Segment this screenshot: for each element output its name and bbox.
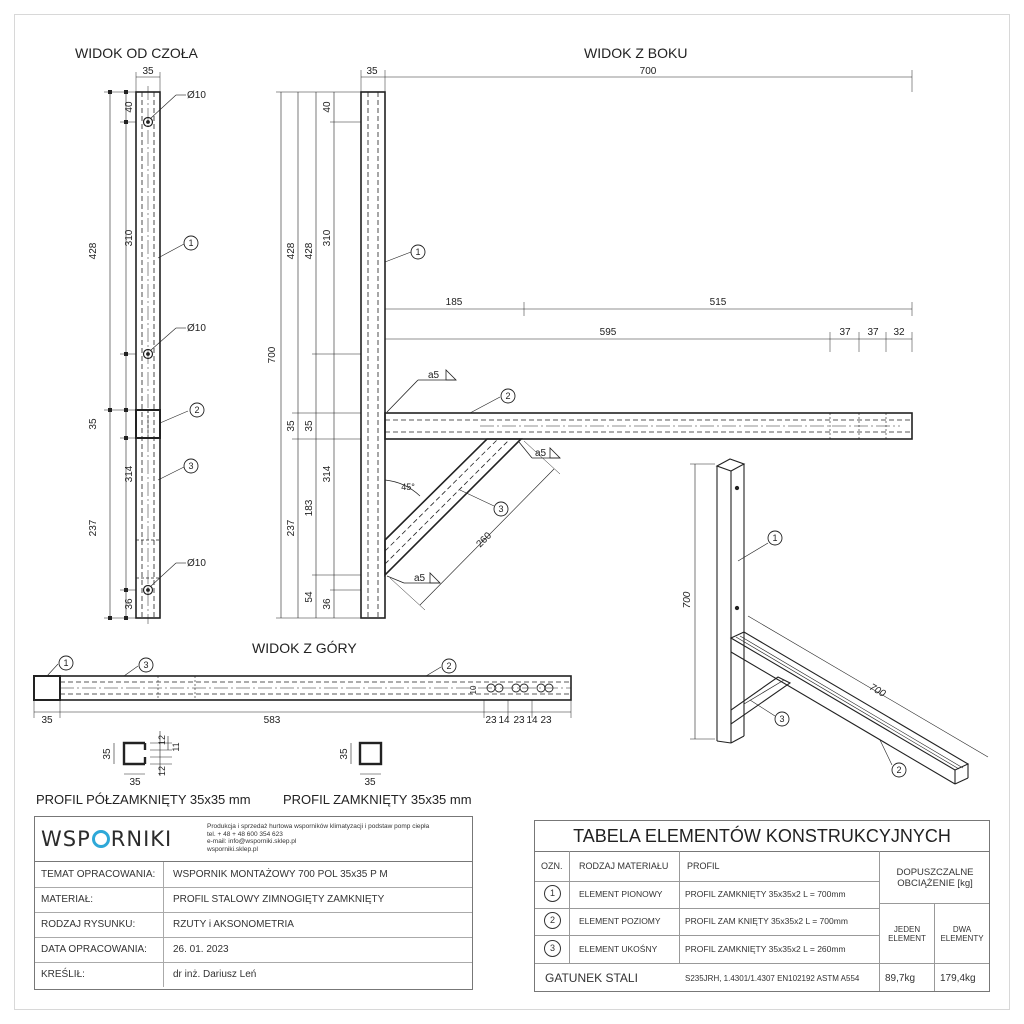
dim-text: 310: [322, 229, 333, 247]
title-block-row: MATERIAŁ: PROFIL STALOWY ZIMNOGIĘTY ZAMKNIĘTY: [35, 887, 472, 913]
dim-text: 35: [304, 420, 315, 432]
row-material: ELEMENT UKOŚNY: [579, 944, 658, 954]
dim-text: 310: [124, 229, 135, 247]
dim-text: 23: [513, 715, 525, 726]
header-two-elements: DWA ELEMENTY: [940, 925, 984, 943]
dim-text: 37: [867, 327, 879, 338]
dim-text: 314: [124, 465, 135, 483]
marker-number: 1: [63, 658, 69, 668]
isometric-view: [690, 459, 988, 784]
top-view: [34, 656, 571, 718]
title-block-row: DATA OPRACOWANIA: 26. 01. 2023: [35, 937, 472, 963]
dim-text: 314: [322, 465, 333, 483]
dim-text: 35: [142, 66, 154, 77]
dim-text: 36: [124, 598, 135, 610]
dim-text: 595: [599, 327, 617, 338]
header-ozn: OZN.: [541, 861, 563, 871]
dim-text: 183: [304, 499, 315, 517]
company-info: Produkcja i sprzedaż hurtowa wsporników klimatyzacji i podstaw pomp ciepła tel. + 48 + 48 600 354 623 e-mail: info@wsporniki.sklep.pl wsporniki.sklep.pl: [207, 823, 430, 853]
hole-label: Ø10: [187, 323, 206, 334]
dim-text: 40: [322, 101, 333, 113]
steel-value: S235JRH, 1.4301/1.4307 EN102192 ASTM A554: [685, 974, 860, 983]
dim-text: 32: [893, 327, 905, 338]
dim-text: 185: [445, 297, 463, 308]
dim-text: 23: [485, 715, 497, 726]
marker-number: 3: [779, 714, 785, 724]
dim-text: 428: [88, 242, 99, 260]
top-post-section: [34, 676, 60, 700]
steel-label: GATUNEK STALI: [545, 971, 638, 985]
front-view-title: WIDOK OD CZOŁA: [75, 45, 198, 61]
dim-text: 37: [839, 327, 851, 338]
dim-text: 700: [867, 681, 888, 700]
dim-text: 428: [304, 242, 315, 260]
row-marker: 3: [544, 940, 561, 957]
row-marker: 2: [544, 912, 561, 929]
dim-text: 700: [267, 346, 278, 364]
marker-number: 2: [896, 765, 902, 775]
dim-text: 54: [304, 591, 315, 603]
dim-text: 35: [102, 748, 113, 760]
dim-text: 36: [322, 598, 333, 610]
header-one-element: JEDEN ELEMENT: [888, 925, 926, 943]
title-block-row: RODZAJ RYSUNKU: RZUTY i AKSONOMETRIA: [35, 912, 472, 938]
dim-text: 10: [469, 685, 478, 695]
row-material: ELEMENT POZIOMY: [579, 916, 661, 926]
front-view: [104, 72, 204, 624]
dim-text: 35: [286, 420, 297, 432]
title-block-row: TEMAT OPRACOWANIA: WSPORNIK MONTAŻOWY 700 POL 35x35 P M: [35, 862, 472, 888]
weld-label: a5: [414, 573, 426, 584]
dim-text: 237: [88, 519, 99, 537]
header-material: RODZAJ MATERIAŁU: [579, 861, 669, 871]
dim-text: 35: [88, 418, 99, 430]
angle-label: 45°: [401, 482, 415, 492]
dim-text: 14: [498, 715, 510, 726]
company-logo: WSP RNIKI: [41, 827, 173, 851]
row-profil: PROFIL ZAM KNIĘTY 35x35x2 L = 700mm: [685, 916, 848, 926]
dim-text: 428: [286, 242, 297, 260]
marker-number: 2: [505, 391, 511, 401]
load-one-element: 89,7kg: [885, 973, 916, 984]
marker-number: 3: [498, 504, 504, 514]
side-view-title: WIDOK Z BOKU: [584, 45, 688, 61]
element-table: [534, 820, 990, 992]
logo-ring-icon: [92, 830, 110, 848]
weld-label: a5: [535, 448, 547, 459]
header-profil: PROFIL: [687, 861, 720, 871]
load-two-elements: 179,4kg: [940, 973, 976, 984]
dim-text: 260: [474, 530, 495, 551]
marker-number: 2: [446, 661, 452, 671]
marker-number: 1: [772, 533, 778, 543]
dim-text: 35: [129, 777, 141, 788]
dim-text: 35: [366, 66, 378, 77]
side-view: [276, 70, 912, 618]
dim-text: 40: [124, 101, 135, 113]
title-block: [34, 816, 473, 990]
dim-text: 12: [157, 765, 167, 777]
element-table-title: TABELA ELEMENTÓW KONSTRUKCYJNYCH: [535, 821, 989, 852]
row-marker: 1: [544, 885, 561, 902]
dim-text: 700: [682, 591, 693, 609]
dim-text: 700: [639, 66, 657, 77]
dim-text: 14: [526, 715, 538, 726]
title-block-header: [35, 817, 472, 862]
marker-number: 2: [194, 405, 200, 415]
dim-text: 35: [41, 715, 53, 726]
dim-text: 11: [171, 742, 181, 752]
profile-closed: [351, 743, 381, 774]
header-load: DOPUSZCZALNE OBCIĄŻENIE [kg]: [896, 867, 974, 889]
dim-text: 583: [263, 715, 281, 726]
dim-text: 515: [709, 297, 727, 308]
marker-number: 1: [415, 247, 421, 257]
profile-closed-caption: PROFIL ZAMKNIĘTY 35x35 mm: [283, 792, 472, 807]
dim-text: 23: [540, 715, 552, 726]
weld-label: a5: [428, 370, 440, 381]
top-view-title: WIDOK Z GÓRY: [252, 640, 357, 656]
dim-text: 12: [157, 734, 167, 746]
row-material: ELEMENT PIONOWY: [579, 889, 663, 899]
hole-label: Ø10: [187, 90, 206, 101]
row-profil: PROFIL ZAMKNIĘTY 35x35x2 L = 700mm: [685, 889, 846, 899]
dim-text: 237: [286, 519, 297, 537]
hole-label: Ø10: [187, 558, 206, 569]
side-post: [361, 92, 385, 618]
dim-text: 35: [364, 777, 376, 788]
marker-number: 3: [188, 461, 194, 471]
title-block-row: KREŚLIŁ: dr inż. Dariusz Leń: [35, 962, 472, 987]
profile-half-closed-caption: PROFIL PÓŁZAMKNIĘTY 35x35 mm: [36, 792, 251, 807]
marker-number: 3: [143, 660, 149, 670]
row-profil: PROFIL ZAMKNIĘTY 35x35x2 L = 260mm: [685, 944, 846, 954]
dim-text: 35: [339, 748, 350, 760]
marker-number: 1: [188, 238, 194, 248]
